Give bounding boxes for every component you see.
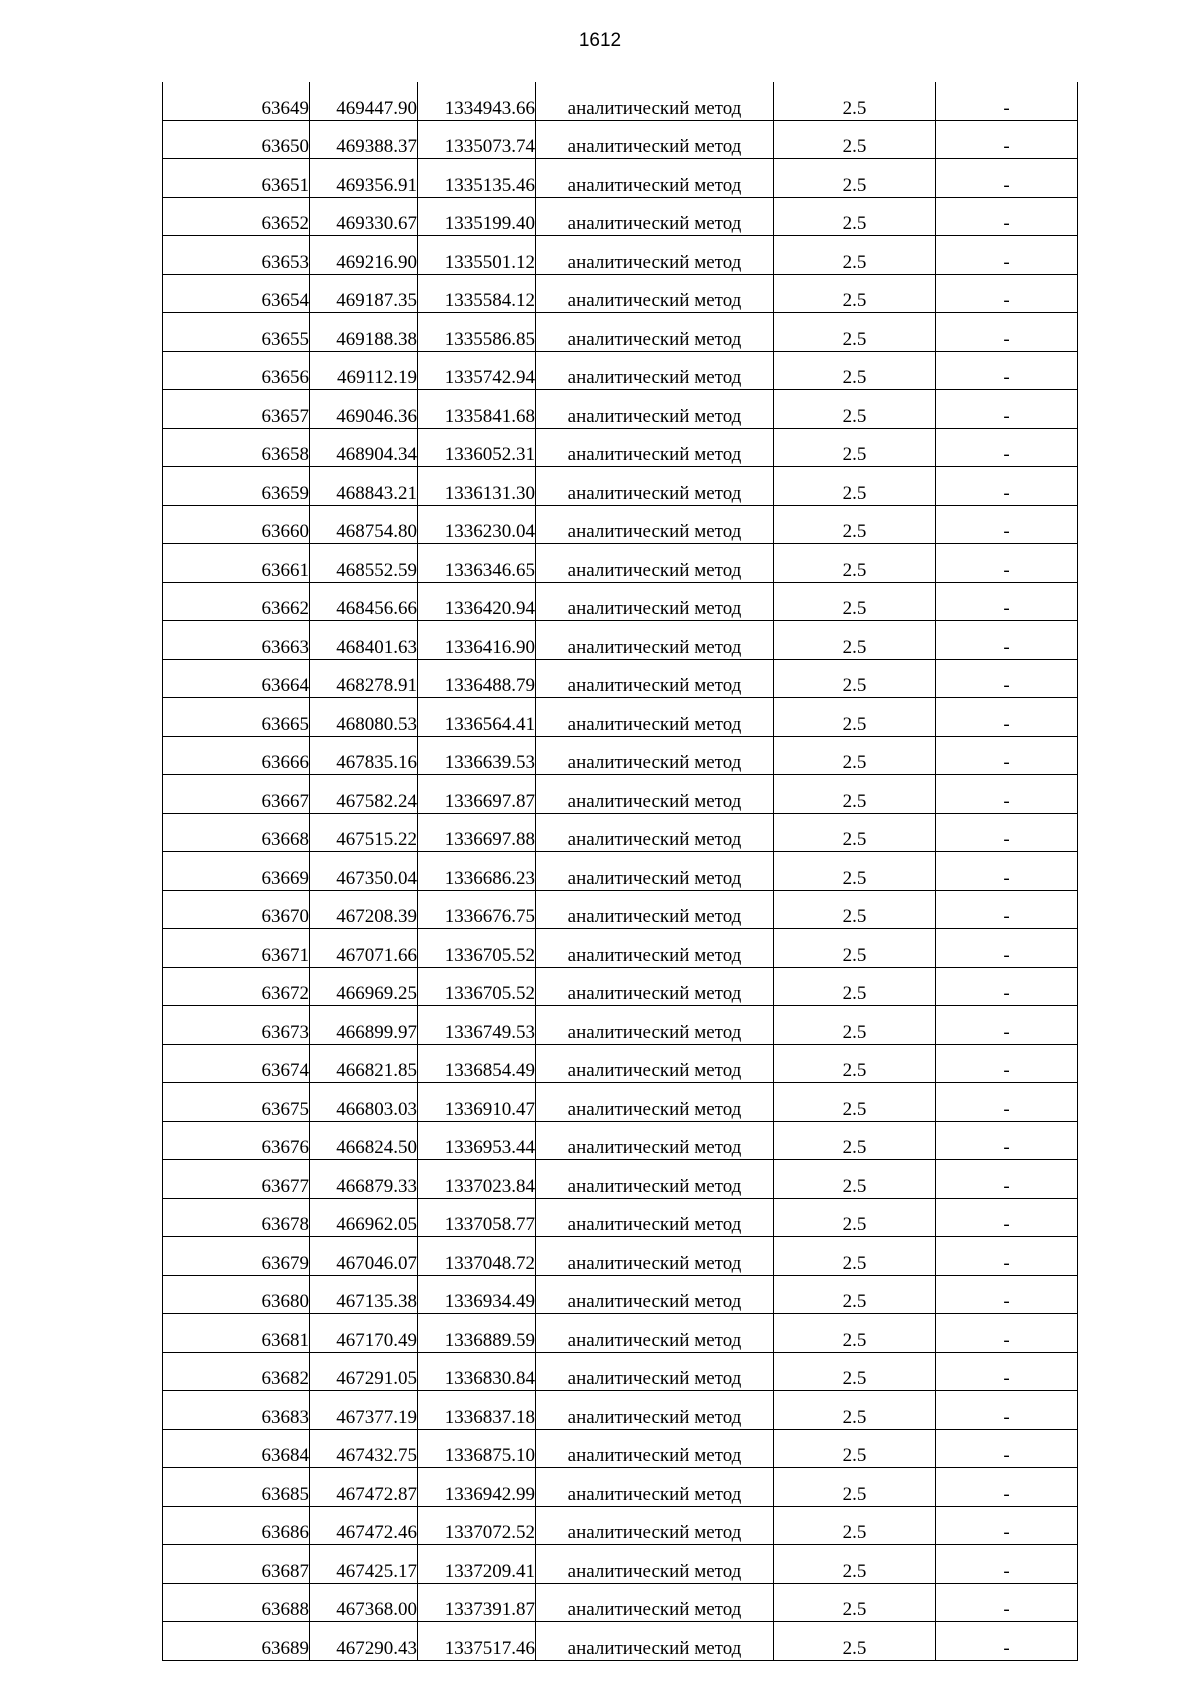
note-cell: - — [936, 351, 1078, 390]
accuracy-cell: 2.5 — [774, 582, 936, 621]
x-coordinate-cell: 467208.39 — [310, 890, 418, 929]
table-row — [163, 1314, 1078, 1353]
x-coordinate-cell: 467472.46 — [310, 1506, 418, 1545]
accuracy-cell: 2.5 — [774, 1198, 936, 1237]
x-coordinate-cell: 467290.43 — [310, 1622, 418, 1661]
table-row — [163, 621, 1078, 660]
table-row — [163, 1429, 1078, 1468]
note-cell: - — [936, 1275, 1078, 1314]
point-number-cell: 63668 — [163, 813, 310, 852]
accuracy-cell: 2.5 — [774, 390, 936, 429]
x-coordinate-cell: 469388.37 — [310, 120, 418, 159]
note-cell: - — [936, 1237, 1078, 1276]
x-coordinate-cell: 467046.07 — [310, 1237, 418, 1276]
accuracy-cell: 2.5 — [774, 1352, 936, 1391]
accuracy-cell: 2.5 — [774, 1275, 936, 1314]
y-coordinate-cell: 1336488.79 — [418, 659, 536, 698]
method-cell: аналитический метод — [536, 1121, 774, 1160]
accuracy-cell: 2.5 — [774, 1314, 936, 1353]
table-row — [163, 659, 1078, 698]
x-coordinate-cell: 469330.67 — [310, 197, 418, 236]
point-number-cell: 63649 — [163, 82, 310, 120]
point-number-cell: 63673 — [163, 1006, 310, 1045]
method-cell: аналитический метод — [536, 236, 774, 275]
accuracy-cell: 2.5 — [774, 351, 936, 390]
method-cell: аналитический метод — [536, 582, 774, 621]
table-row — [163, 1044, 1078, 1083]
table-row — [163, 120, 1078, 159]
point-number-cell: 63684 — [163, 1429, 310, 1468]
table-row — [163, 1468, 1078, 1507]
table-row — [163, 890, 1078, 929]
note-cell: - — [936, 698, 1078, 737]
method-cell: аналитический метод — [536, 1391, 774, 1430]
y-coordinate-cell: 1336934.49 — [418, 1275, 536, 1314]
point-number-cell: 63679 — [163, 1237, 310, 1276]
accuracy-cell: 2.5 — [774, 1044, 936, 1083]
x-coordinate-cell: 466803.03 — [310, 1083, 418, 1122]
table-row — [163, 698, 1078, 737]
y-coordinate-cell: 1336910.47 — [418, 1083, 536, 1122]
x-coordinate-cell: 468552.59 — [310, 544, 418, 583]
point-number-cell: 63655 — [163, 313, 310, 352]
table-row — [163, 1160, 1078, 1199]
note-cell: - — [936, 1583, 1078, 1622]
accuracy-cell: 2.5 — [774, 313, 936, 352]
accuracy-cell: 2.5 — [774, 890, 936, 929]
note-cell: - — [936, 313, 1078, 352]
x-coordinate-cell: 468904.34 — [310, 428, 418, 467]
point-number-cell: 63688 — [163, 1583, 310, 1622]
note-cell: - — [936, 236, 1078, 275]
method-cell: аналитический метод — [536, 967, 774, 1006]
x-coordinate-cell: 467582.24 — [310, 775, 418, 814]
y-coordinate-cell: 1336131.30 — [418, 467, 536, 506]
x-coordinate-cell: 468080.53 — [310, 698, 418, 737]
note-cell: - — [936, 736, 1078, 775]
x-coordinate-cell: 467835.16 — [310, 736, 418, 775]
method-cell: аналитический метод — [536, 736, 774, 775]
table-row — [163, 813, 1078, 852]
table-row — [163, 1352, 1078, 1391]
method-cell: аналитический метод — [536, 1314, 774, 1353]
note-cell: - — [936, 852, 1078, 891]
point-number-cell: 63654 — [163, 274, 310, 313]
table-row — [163, 1506, 1078, 1545]
point-number-cell: 63653 — [163, 236, 310, 275]
y-coordinate-cell: 1336697.87 — [418, 775, 536, 814]
y-coordinate-cell: 1335199.40 — [418, 197, 536, 236]
note-cell: - — [936, 659, 1078, 698]
y-coordinate-cell: 1336052.31 — [418, 428, 536, 467]
accuracy-cell: 2.5 — [774, 1545, 936, 1584]
method-cell: аналитический метод — [536, 1545, 774, 1584]
note-cell: - — [936, 1429, 1078, 1468]
x-coordinate-cell: 467135.38 — [310, 1275, 418, 1314]
table-row — [163, 313, 1078, 352]
point-number-cell: 63651 — [163, 159, 310, 198]
table-row — [163, 197, 1078, 236]
accuracy-cell: 2.5 — [774, 197, 936, 236]
table-row — [163, 775, 1078, 814]
accuracy-cell: 2.5 — [774, 544, 936, 583]
accuracy-cell: 2.5 — [774, 813, 936, 852]
note-cell: - — [936, 1352, 1078, 1391]
note-cell: - — [936, 197, 1078, 236]
method-cell: аналитический метод — [536, 428, 774, 467]
x-coordinate-cell: 467515.22 — [310, 813, 418, 852]
point-number-cell: 63687 — [163, 1545, 310, 1584]
accuracy-cell: 2.5 — [774, 1506, 936, 1545]
method-cell: аналитический метод — [536, 82, 774, 120]
accuracy-cell: 2.5 — [774, 1429, 936, 1468]
accuracy-cell: 2.5 — [774, 929, 936, 968]
method-cell: аналитический метод — [536, 1198, 774, 1237]
y-coordinate-cell: 1336705.52 — [418, 929, 536, 968]
x-coordinate-cell: 468754.80 — [310, 505, 418, 544]
x-coordinate-cell: 469046.36 — [310, 390, 418, 429]
x-coordinate-cell: 469112.19 — [310, 351, 418, 390]
method-cell: аналитический метод — [536, 659, 774, 698]
x-coordinate-cell: 467472.87 — [310, 1468, 418, 1507]
note-cell: - — [936, 1198, 1078, 1237]
note-cell: - — [936, 1468, 1078, 1507]
point-number-cell: 63681 — [163, 1314, 310, 1353]
table-row — [163, 1583, 1078, 1622]
method-cell: аналитический метод — [536, 544, 774, 583]
method-cell: аналитический метод — [536, 1468, 774, 1507]
point-number-cell: 63674 — [163, 1044, 310, 1083]
coordinates-table — [162, 82, 1078, 1661]
table-row — [163, 1391, 1078, 1430]
point-number-cell: 63665 — [163, 698, 310, 737]
y-coordinate-cell: 1337058.77 — [418, 1198, 536, 1237]
accuracy-cell: 2.5 — [774, 1160, 936, 1199]
point-number-cell: 63680 — [163, 1275, 310, 1314]
accuracy-cell: 2.5 — [774, 1237, 936, 1276]
y-coordinate-cell: 1335501.12 — [418, 236, 536, 275]
point-number-cell: 63683 — [163, 1391, 310, 1430]
note-cell: - — [936, 1121, 1078, 1160]
point-number-cell: 63670 — [163, 890, 310, 929]
note-cell: - — [936, 1160, 1078, 1199]
y-coordinate-cell: 1336830.84 — [418, 1352, 536, 1391]
accuracy-cell: 2.5 — [774, 775, 936, 814]
note-cell: - — [936, 274, 1078, 313]
point-number-cell: 63661 — [163, 544, 310, 583]
accuracy-cell: 2.5 — [774, 1622, 936, 1661]
y-coordinate-cell: 1337209.41 — [418, 1545, 536, 1584]
x-coordinate-cell: 468456.66 — [310, 582, 418, 621]
table-row — [163, 428, 1078, 467]
method-cell: аналитический метод — [536, 698, 774, 737]
note-cell: - — [936, 582, 1078, 621]
point-number-cell: 63657 — [163, 390, 310, 429]
x-coordinate-cell: 466962.05 — [310, 1198, 418, 1237]
x-coordinate-cell: 466969.25 — [310, 967, 418, 1006]
accuracy-cell: 2.5 — [774, 274, 936, 313]
y-coordinate-cell: 1336854.49 — [418, 1044, 536, 1083]
table-row — [163, 505, 1078, 544]
accuracy-cell: 2.5 — [774, 236, 936, 275]
note-cell: - — [936, 813, 1078, 852]
y-coordinate-cell: 1336749.53 — [418, 1006, 536, 1045]
method-cell: аналитический метод — [536, 1083, 774, 1122]
method-cell: аналитический метод — [536, 467, 774, 506]
point-number-cell: 63664 — [163, 659, 310, 698]
note-cell: - — [936, 505, 1078, 544]
point-number-cell: 63689 — [163, 1622, 310, 1661]
method-cell: аналитический метод — [536, 159, 774, 198]
note-cell: - — [936, 1545, 1078, 1584]
table-body — [163, 82, 1078, 1660]
x-coordinate-cell: 469447.90 — [310, 82, 418, 120]
table-row — [163, 351, 1078, 390]
table-row — [163, 1121, 1078, 1160]
point-number-cell: 63672 — [163, 967, 310, 1006]
accuracy-cell: 2.5 — [774, 1006, 936, 1045]
table-row — [163, 1275, 1078, 1314]
y-coordinate-cell: 1335073.74 — [418, 120, 536, 159]
accuracy-cell: 2.5 — [774, 736, 936, 775]
y-coordinate-cell: 1335584.12 — [418, 274, 536, 313]
x-coordinate-cell: 468401.63 — [310, 621, 418, 660]
table-row — [163, 1006, 1078, 1045]
y-coordinate-cell: 1336697.88 — [418, 813, 536, 852]
y-coordinate-cell: 1336837.18 — [418, 1391, 536, 1430]
note-cell: - — [936, 120, 1078, 159]
note-cell: - — [936, 1506, 1078, 1545]
y-coordinate-cell: 1335841.68 — [418, 390, 536, 429]
method-cell: аналитический метод — [536, 1429, 774, 1468]
x-coordinate-cell: 469188.38 — [310, 313, 418, 352]
table-row — [163, 1237, 1078, 1276]
x-coordinate-cell: 467350.04 — [310, 852, 418, 891]
accuracy-cell: 2.5 — [774, 621, 936, 660]
y-coordinate-cell: 1336942.99 — [418, 1468, 536, 1507]
table-row — [163, 736, 1078, 775]
method-cell: аналитический метод — [536, 351, 774, 390]
method-cell: аналитический метод — [536, 1160, 774, 1199]
accuracy-cell: 2.5 — [774, 1121, 936, 1160]
y-coordinate-cell: 1335135.46 — [418, 159, 536, 198]
method-cell: аналитический метод — [536, 505, 774, 544]
x-coordinate-cell: 466821.85 — [310, 1044, 418, 1083]
table-row — [163, 852, 1078, 891]
accuracy-cell: 2.5 — [774, 1083, 936, 1122]
point-number-cell: 63678 — [163, 1198, 310, 1237]
method-cell: аналитический метод — [536, 813, 774, 852]
x-coordinate-cell: 467170.49 — [310, 1314, 418, 1353]
point-number-cell: 63686 — [163, 1506, 310, 1545]
point-number-cell: 63656 — [163, 351, 310, 390]
note-cell: - — [936, 467, 1078, 506]
y-coordinate-cell: 1334943.66 — [418, 82, 536, 120]
y-coordinate-cell: 1336420.94 — [418, 582, 536, 621]
point-number-cell: 63682 — [163, 1352, 310, 1391]
y-coordinate-cell: 1337517.46 — [418, 1622, 536, 1661]
method-cell: аналитический метод — [536, 120, 774, 159]
table-row — [163, 582, 1078, 621]
y-coordinate-cell: 1337391.87 — [418, 1583, 536, 1622]
y-coordinate-cell: 1336564.41 — [418, 698, 536, 737]
x-coordinate-cell: 469216.90 — [310, 236, 418, 275]
method-cell: аналитический метод — [536, 1622, 774, 1661]
note-cell: - — [936, 390, 1078, 429]
note-cell: - — [936, 1314, 1078, 1353]
method-cell: аналитический метод — [536, 197, 774, 236]
table-row — [163, 274, 1078, 313]
point-number-cell: 63652 — [163, 197, 310, 236]
note-cell: - — [936, 544, 1078, 583]
table-row — [163, 929, 1078, 968]
x-coordinate-cell: 469187.35 — [310, 274, 418, 313]
point-number-cell: 63669 — [163, 852, 310, 891]
accuracy-cell: 2.5 — [774, 1583, 936, 1622]
accuracy-cell: 2.5 — [774, 852, 936, 891]
accuracy-cell: 2.5 — [774, 698, 936, 737]
note-cell: - — [936, 1044, 1078, 1083]
accuracy-cell: 2.5 — [774, 505, 936, 544]
x-coordinate-cell: 467377.19 — [310, 1391, 418, 1430]
x-coordinate-cell: 466824.50 — [310, 1121, 418, 1160]
y-coordinate-cell: 1336639.53 — [418, 736, 536, 775]
table-row — [163, 967, 1078, 1006]
accuracy-cell: 2.5 — [774, 1391, 936, 1430]
method-cell: аналитический метод — [536, 929, 774, 968]
note-cell: - — [936, 621, 1078, 660]
point-number-cell: 63685 — [163, 1468, 310, 1507]
y-coordinate-cell: 1336230.04 — [418, 505, 536, 544]
note-cell: - — [936, 159, 1078, 198]
point-number-cell: 63660 — [163, 505, 310, 544]
x-coordinate-cell: 466879.33 — [310, 1160, 418, 1199]
accuracy-cell: 2.5 — [774, 82, 936, 120]
method-cell: аналитический метод — [536, 390, 774, 429]
table-row — [163, 1198, 1078, 1237]
x-coordinate-cell: 467368.00 — [310, 1583, 418, 1622]
y-coordinate-cell: 1336953.44 — [418, 1121, 536, 1160]
accuracy-cell: 2.5 — [774, 159, 936, 198]
table-row — [163, 390, 1078, 429]
method-cell: аналитический метод — [536, 890, 774, 929]
method-cell: аналитический метод — [536, 313, 774, 352]
method-cell: аналитический метод — [536, 1006, 774, 1045]
note-cell: - — [936, 967, 1078, 1006]
point-number-cell: 63677 — [163, 1160, 310, 1199]
note-cell: - — [936, 890, 1078, 929]
note-cell: - — [936, 82, 1078, 120]
table-row — [163, 1545, 1078, 1584]
method-cell: аналитический метод — [536, 1237, 774, 1276]
x-coordinate-cell: 467071.66 — [310, 929, 418, 968]
y-coordinate-cell: 1336416.90 — [418, 621, 536, 660]
accuracy-cell: 2.5 — [774, 659, 936, 698]
method-cell: аналитический метод — [536, 852, 774, 891]
table-row — [163, 544, 1078, 583]
y-coordinate-cell: 1336889.59 — [418, 1314, 536, 1353]
table-row — [163, 467, 1078, 506]
point-number-cell: 63671 — [163, 929, 310, 968]
y-coordinate-cell: 1337023.84 — [418, 1160, 536, 1199]
note-cell: - — [936, 1391, 1078, 1430]
x-coordinate-cell: 469356.91 — [310, 159, 418, 198]
y-coordinate-cell: 1337072.52 — [418, 1506, 536, 1545]
point-number-cell: 63663 — [163, 621, 310, 660]
note-cell: - — [936, 1622, 1078, 1661]
x-coordinate-cell: 467432.75 — [310, 1429, 418, 1468]
x-coordinate-cell: 466899.97 — [310, 1006, 418, 1045]
x-coordinate-cell: 468843.21 — [310, 467, 418, 506]
table-row — [163, 82, 1078, 120]
accuracy-cell: 2.5 — [774, 467, 936, 506]
point-number-cell: 63658 — [163, 428, 310, 467]
method-cell: аналитический метод — [536, 1044, 774, 1083]
point-number-cell: 63666 — [163, 736, 310, 775]
point-number-cell: 63675 — [163, 1083, 310, 1122]
accuracy-cell: 2.5 — [774, 967, 936, 1006]
method-cell: аналитический метод — [536, 1275, 774, 1314]
y-coordinate-cell: 1337048.72 — [418, 1237, 536, 1276]
y-coordinate-cell: 1336705.52 — [418, 967, 536, 1006]
x-coordinate-cell: 467425.17 — [310, 1545, 418, 1584]
point-number-cell: 63667 — [163, 775, 310, 814]
point-number-cell: 63662 — [163, 582, 310, 621]
y-coordinate-cell: 1336676.75 — [418, 890, 536, 929]
point-number-cell: 63659 — [163, 467, 310, 506]
y-coordinate-cell: 1336875.10 — [418, 1429, 536, 1468]
table-row — [163, 1083, 1078, 1122]
method-cell: аналитический метод — [536, 1352, 774, 1391]
table-row — [163, 236, 1078, 275]
y-coordinate-cell: 1335586.85 — [418, 313, 536, 352]
point-number-cell: 63676 — [163, 1121, 310, 1160]
note-cell: - — [936, 428, 1078, 467]
table-row — [163, 159, 1078, 198]
accuracy-cell: 2.5 — [774, 1468, 936, 1507]
page-number: 1612 — [578, 30, 622, 51]
y-coordinate-cell: 1335742.94 — [418, 351, 536, 390]
method-cell: аналитический метод — [536, 1583, 774, 1622]
x-coordinate-cell: 467291.05 — [310, 1352, 418, 1391]
method-cell: аналитический метод — [536, 1506, 774, 1545]
accuracy-cell: 2.5 — [774, 428, 936, 467]
method-cell: аналитический метод — [536, 621, 774, 660]
accuracy-cell: 2.5 — [774, 120, 936, 159]
x-coordinate-cell: 468278.91 — [310, 659, 418, 698]
note-cell: - — [936, 929, 1078, 968]
method-cell: аналитический метод — [536, 274, 774, 313]
y-coordinate-cell: 1336686.23 — [418, 852, 536, 891]
note-cell: - — [936, 775, 1078, 814]
method-cell: аналитический метод — [536, 775, 774, 814]
note-cell: - — [936, 1083, 1078, 1122]
point-number-cell: 63650 — [163, 120, 310, 159]
table-row — [163, 1622, 1078, 1661]
note-cell: - — [936, 1006, 1078, 1045]
y-coordinate-cell: 1336346.65 — [418, 544, 536, 583]
